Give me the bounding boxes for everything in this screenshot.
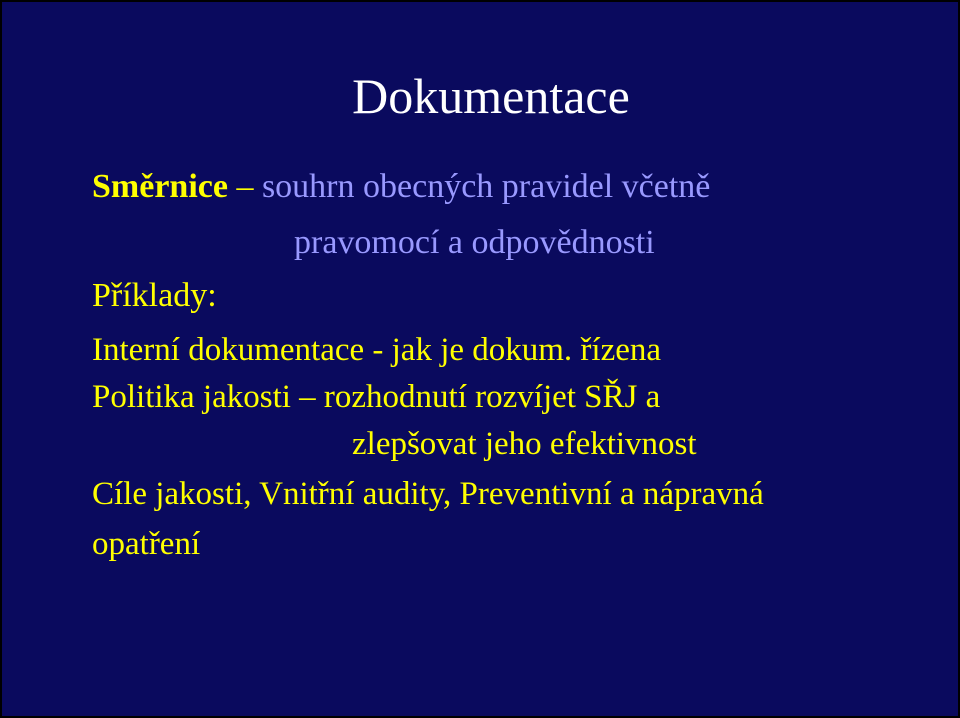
definition-continuation: pravomocí a odpovědnosti (294, 224, 655, 261)
example-item-continuation: opatření (92, 526, 201, 562)
example-item: Interní dokumentace - jak je dokum. řízena (92, 332, 662, 368)
example-item-continuation: zlepšovat jeho efektivnost (352, 426, 697, 462)
example-item: Cíle jakosti, Vnitřní audity, Preventivní a nápravná (92, 476, 764, 512)
examples-heading: Příklady: (92, 277, 217, 314)
slide-title: Dokumentace (352, 68, 630, 124)
definition-text: souhrn obecných pravidel včetně (261, 168, 711, 205)
definition-line (92, 165, 710, 209)
definition-separator: – (227, 168, 262, 205)
example-item: Politika jakosti – rozhodnutí rozvíjet SŘJ a (92, 379, 661, 415)
definition-term: Směrnice (92, 168, 228, 205)
